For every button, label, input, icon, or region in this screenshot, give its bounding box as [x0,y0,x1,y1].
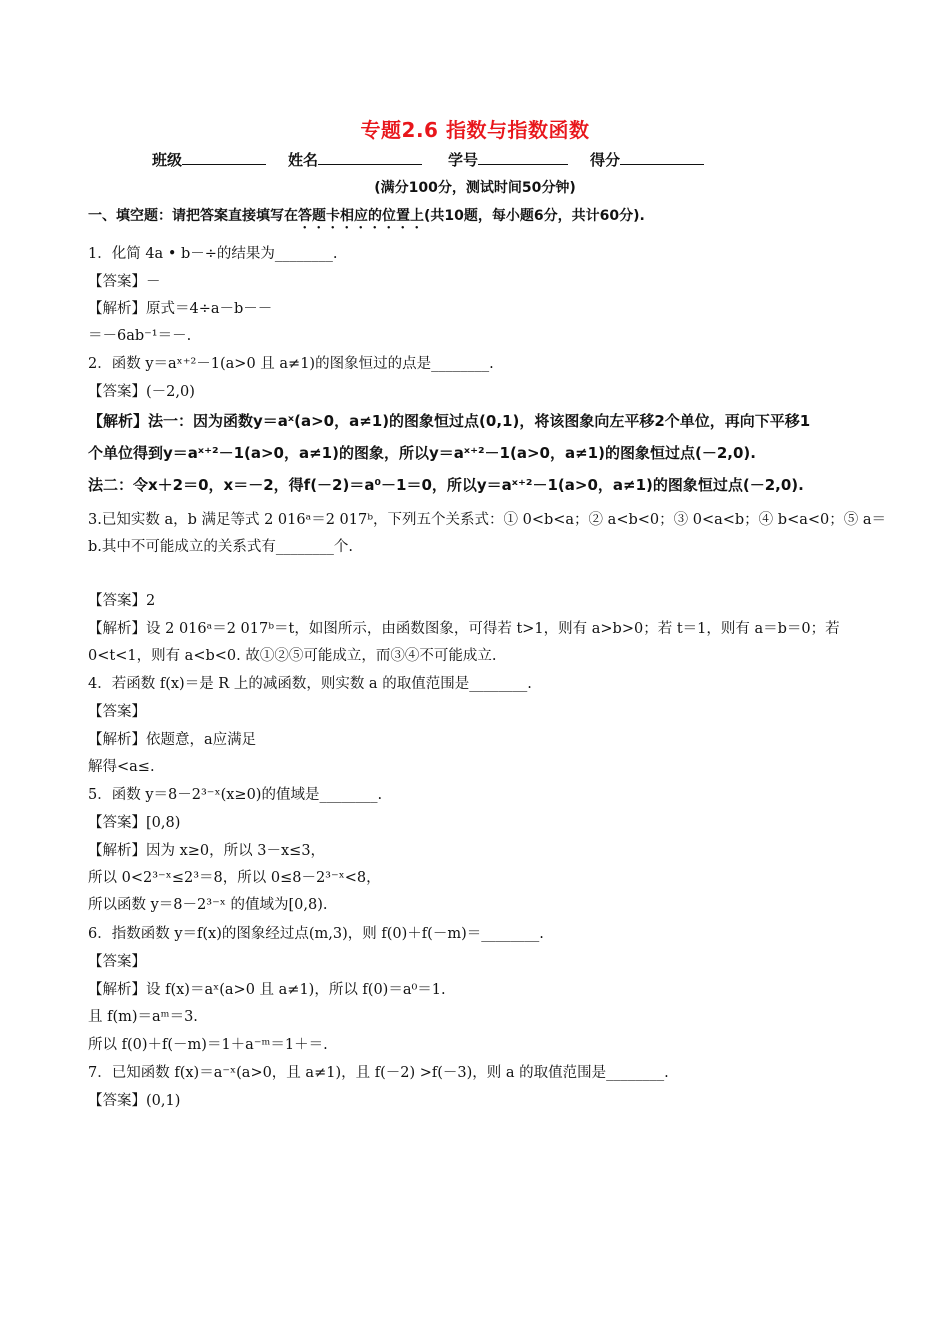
q6-analysis-cont: 且 f(m)＝aᵐ＝3. [88,1009,198,1025]
q5-analysis: 【解析】因为 x≥0，所以 3－x≤3， [88,843,326,859]
q6-analysis-end: 所以 f(0)＋f(－m)＝1＋a⁻ᵐ＝1＋＝. [88,1037,328,1053]
section-emphasis: 答题卡相应的位置上 [298,208,424,224]
q3-question-cont: b.其中不可能成立的关系式有________个. [88,539,353,555]
student-id-blank [478,148,568,165]
class-blank [182,148,266,165]
student-id-field [448,148,568,170]
section-suffix: (共10题，每小题6分，共计60分). [424,208,645,224]
q4-question: 4．若函数 f(x)＝是 R 上的减函数，则实数 a 的取值范围是________. [88,676,532,692]
q3-analysis-cont: 0<t<1，则有 a<b<0. 故①②⑤可能成立，而③④不可能成立. [88,648,497,664]
student-id-label: 学号 [448,151,479,169]
q5-question: 5．函数 y＝8－2³⁻ˣ(x≥0)的值域是________. [88,787,383,803]
score-blank [620,148,704,165]
q6-analysis: 【解析】设 f(x)＝aˣ(a>0 且 a≠1)，所以 f(0)＝a⁰＝1. [88,982,446,998]
score-label: 得分 [590,151,621,169]
q1-analysis: 【解析】原式＝4÷a－b－－ [88,301,273,317]
q3-question: 3.已知实数 a，b 满足等式 2 016ᵃ＝2 017ᵇ，下列五个关系式：① 0<b<a；② a<b<0；③ 0<a<b；④ b<a<0；⑤ a＝ [88,512,886,528]
section-prefix: 一、填空题：请把答案直接填写在 [88,208,298,224]
q1-analysis-cont: ＝－6ab⁻¹＝－. [88,328,192,344]
q2-answer: 【答案】(－2,0) [88,384,195,400]
q6-answer: 【答案】 [88,954,146,970]
class-label: 班级 [152,151,183,169]
q4-analysis: 【解析】依题意，a应满足 [88,732,257,748]
q2-analysis-alt: 法二：令x＋2＝0，x＝－2，得f(－2)＝a⁰－1＝0，所以y＝aˣ⁺²－1(a>0，a≠1)的图象恒过点(－2,0). [88,476,804,494]
name-blank [318,148,422,165]
q4-analysis-cont: 解得<a≤. [88,759,155,775]
q3-answer: 【答案】2 [88,593,156,609]
q7-answer: 【答案】(0,1) [88,1093,181,1109]
q4-answer: 【答案】 [88,704,146,720]
section-heading [88,205,888,232]
q6-question: 6．指数函数 y＝f(x)的图象经过点(m,3)，则 f(0)＋f(－m)＝________. [88,926,544,942]
q7-question: 7．已知函数 f(x)＝a⁻ˣ(a>0，且 a≠1)，且 f(－2) >f(－3)，则 a 的取值范围是________. [88,1065,669,1081]
name-field [288,148,422,170]
q3-analysis: 【解析】设 2 016ᵃ＝2 017ᵇ＝t，如图所示，由函数图象，可得若 t>1，则有 a>b>0；若 t＝1，则有 a＝b＝0；若 [88,621,840,637]
name-label: 姓名 [288,151,319,169]
q5-analysis-end: 所以函数 y＝8－2³⁻ˣ 的值域为[0,8). [88,897,328,913]
q5-answer: 【答案】[0,8) [88,815,181,831]
q5-analysis-cont: 所以 0<2³⁻ˣ≤2³＝8，所以 0≤8－2³⁻ˣ<8， [88,870,381,886]
q2-analysis: 【解析】法一：因为函数y＝aˣ(a>0，a≠1)的图象恒过点(0,1)，将该图象向左平移2个单位，再向下平移1 [88,412,811,430]
q1-answer: 【答案】－ [88,274,161,290]
q2-question: 2．函数 y＝aˣ⁺²－1(a>0 且 a≠1)的图象恒过的点是________. [88,356,494,372]
page-title: 专题2.6 指数与指数函数 [360,118,590,142]
score-field [590,148,704,170]
q1-question: 1．化简 4a • b－÷的结果为________. [88,246,338,262]
student-info-fields [152,148,792,170]
class-field [152,148,266,170]
exam-note: (满分100分，测试时间50分钟) [374,180,576,196]
q2-analysis-cont: 个单位得到y＝aˣ⁺²－1(a>0，a≠1)的图象，所以y＝aˣ⁺²－1(a>0，a≠1)的图象恒过点(－2,0). [88,444,756,462]
